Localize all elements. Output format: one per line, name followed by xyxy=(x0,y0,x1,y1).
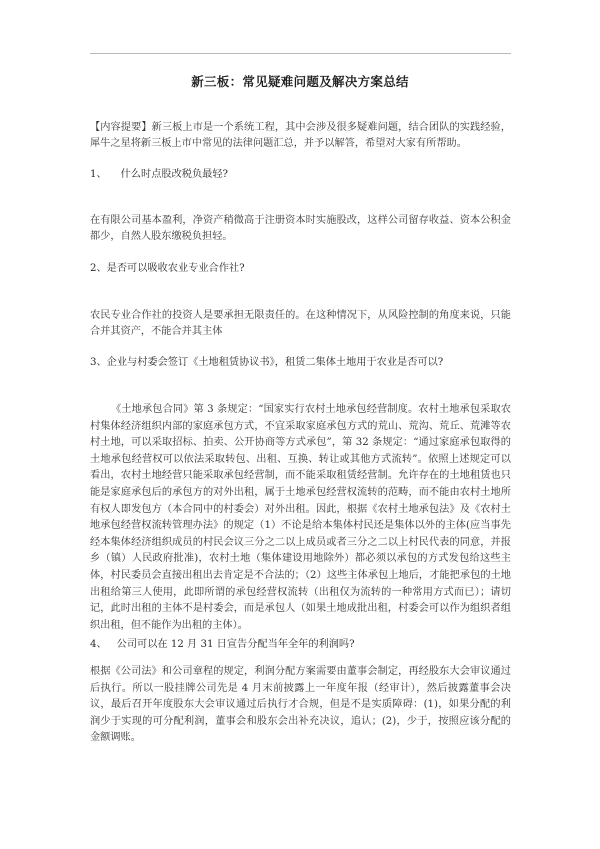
question-heading-3 xyxy=(90,355,511,371)
question-heading-1 xyxy=(90,167,511,183)
question-number-4: 4、 xyxy=(90,639,107,650)
question-number-1: 1、 xyxy=(90,169,107,180)
question-text-3: 企业与村委会签订《土地租赁协议书》，租赁二集体土地用于农业是否可以? xyxy=(106,357,444,368)
question-heading-4 xyxy=(90,637,511,653)
question-text-1: 什么时点股改税负最轻? xyxy=(120,169,229,180)
answer-paragraph-2: 农民专业合作社的投资人是要承担无限责任的。在这种情况下，从风险控制的角度来说，只能合并其资产，不能合并其主体 xyxy=(90,310,511,338)
intro-paragraph: 【内容提要】新三板上市是一个系统工程，其中会涉及很多疑难问题，结合团队的实践经验，犀牛之星将新三板上市中常见的法律问题汇总，并予以解答，希望对大家有所帮助。 xyxy=(90,122,511,150)
answer-paragraph-3: 《土地承包合同》第 3 条规定：“国家实行农村土地承包经营制度。农村土地承包采取农村集体经济组织内部的家庭承包方式，不宜采取家庭承包方式的荒山、荒沟、荒丘、荒滩等农村土地，可以采取招标、拍卖、公开协商等方式承包”，第 32 条规定：“通过家庭承包取得的土地承包经营权可以依法采取转包、出租、互换、转让或其他方式流转”。依照上述规定可以看出，农村土地经营只能采取承包经营制，而不能采取租赁经营制。允许存在的土地租赁也只能是家庭承包后的承包方的对外出租，属于土地承包经营权流转的范畴，而不能由农村土地所有权人即发包方（本合同中的村委会）对外出租。因此，根据《农村土地承包法》及《农村土地承包经营权流转管理办法》的规定（1）不论是给本集体村民还是集体以外的主体(应当事先经本集体经济组织成员的村民会议三分之二以上成员或者三分之二以上村民代表的同意，并报乡（镇）人民政府批准)，农村土地（集体建设用地除外）都必须以承包的方式发包给这些主体，村民委员会直接出租出去肯定是不合法的；（2）这些主体承包上地后，才能把承包的土地出租给第三人使用，此即所谓的承包经营权流转（出租仅为流转的一种常用方式而已）；请切记，此时出租的主体不是村委会，而是承包人（如果土地成批出租，村委会可以作为组织者组织出租，但不能作为出租的主体）。 xyxy=(90,404,511,631)
question-number-3: 3、 xyxy=(90,357,107,368)
question-text-4: 公司可以在 12 月 31 日宣告分配当年全年的利润吗? xyxy=(116,639,355,650)
document-title: 新三板：常见疑难问题及解决方案总结 xyxy=(191,74,409,89)
question-heading-2 xyxy=(90,261,511,277)
answer-paragraph-4: 根据《公司法》和公司章程的规定，利润分配方案需要由董事会制定，再经股东大会审议通过后执行。所以一股挂牌公司先是 4 月末前披露上一年度年报（经审计），然后披露董事会决议，最后召开年度股东大会审议通过后执行才合规，但是不是实质障碍：(1)，如果分配的利润少于实现的可分配利润，董事会和股东会出补充决议，追认；(2)，少于，按照应该分配的金额调账。 xyxy=(90,666,511,743)
question-text-2: 是否可以吸收农业专业合作社? xyxy=(106,263,245,274)
question-number-2: 2、 xyxy=(90,263,107,274)
answer-paragraph-1: 在有限公司基本盈利，净资产稍微高于注册资本时实施股改，这样公司留存收益、资本公积金都少，自然人股东缴税负担轻。 xyxy=(90,215,511,243)
header-rule xyxy=(90,53,511,54)
